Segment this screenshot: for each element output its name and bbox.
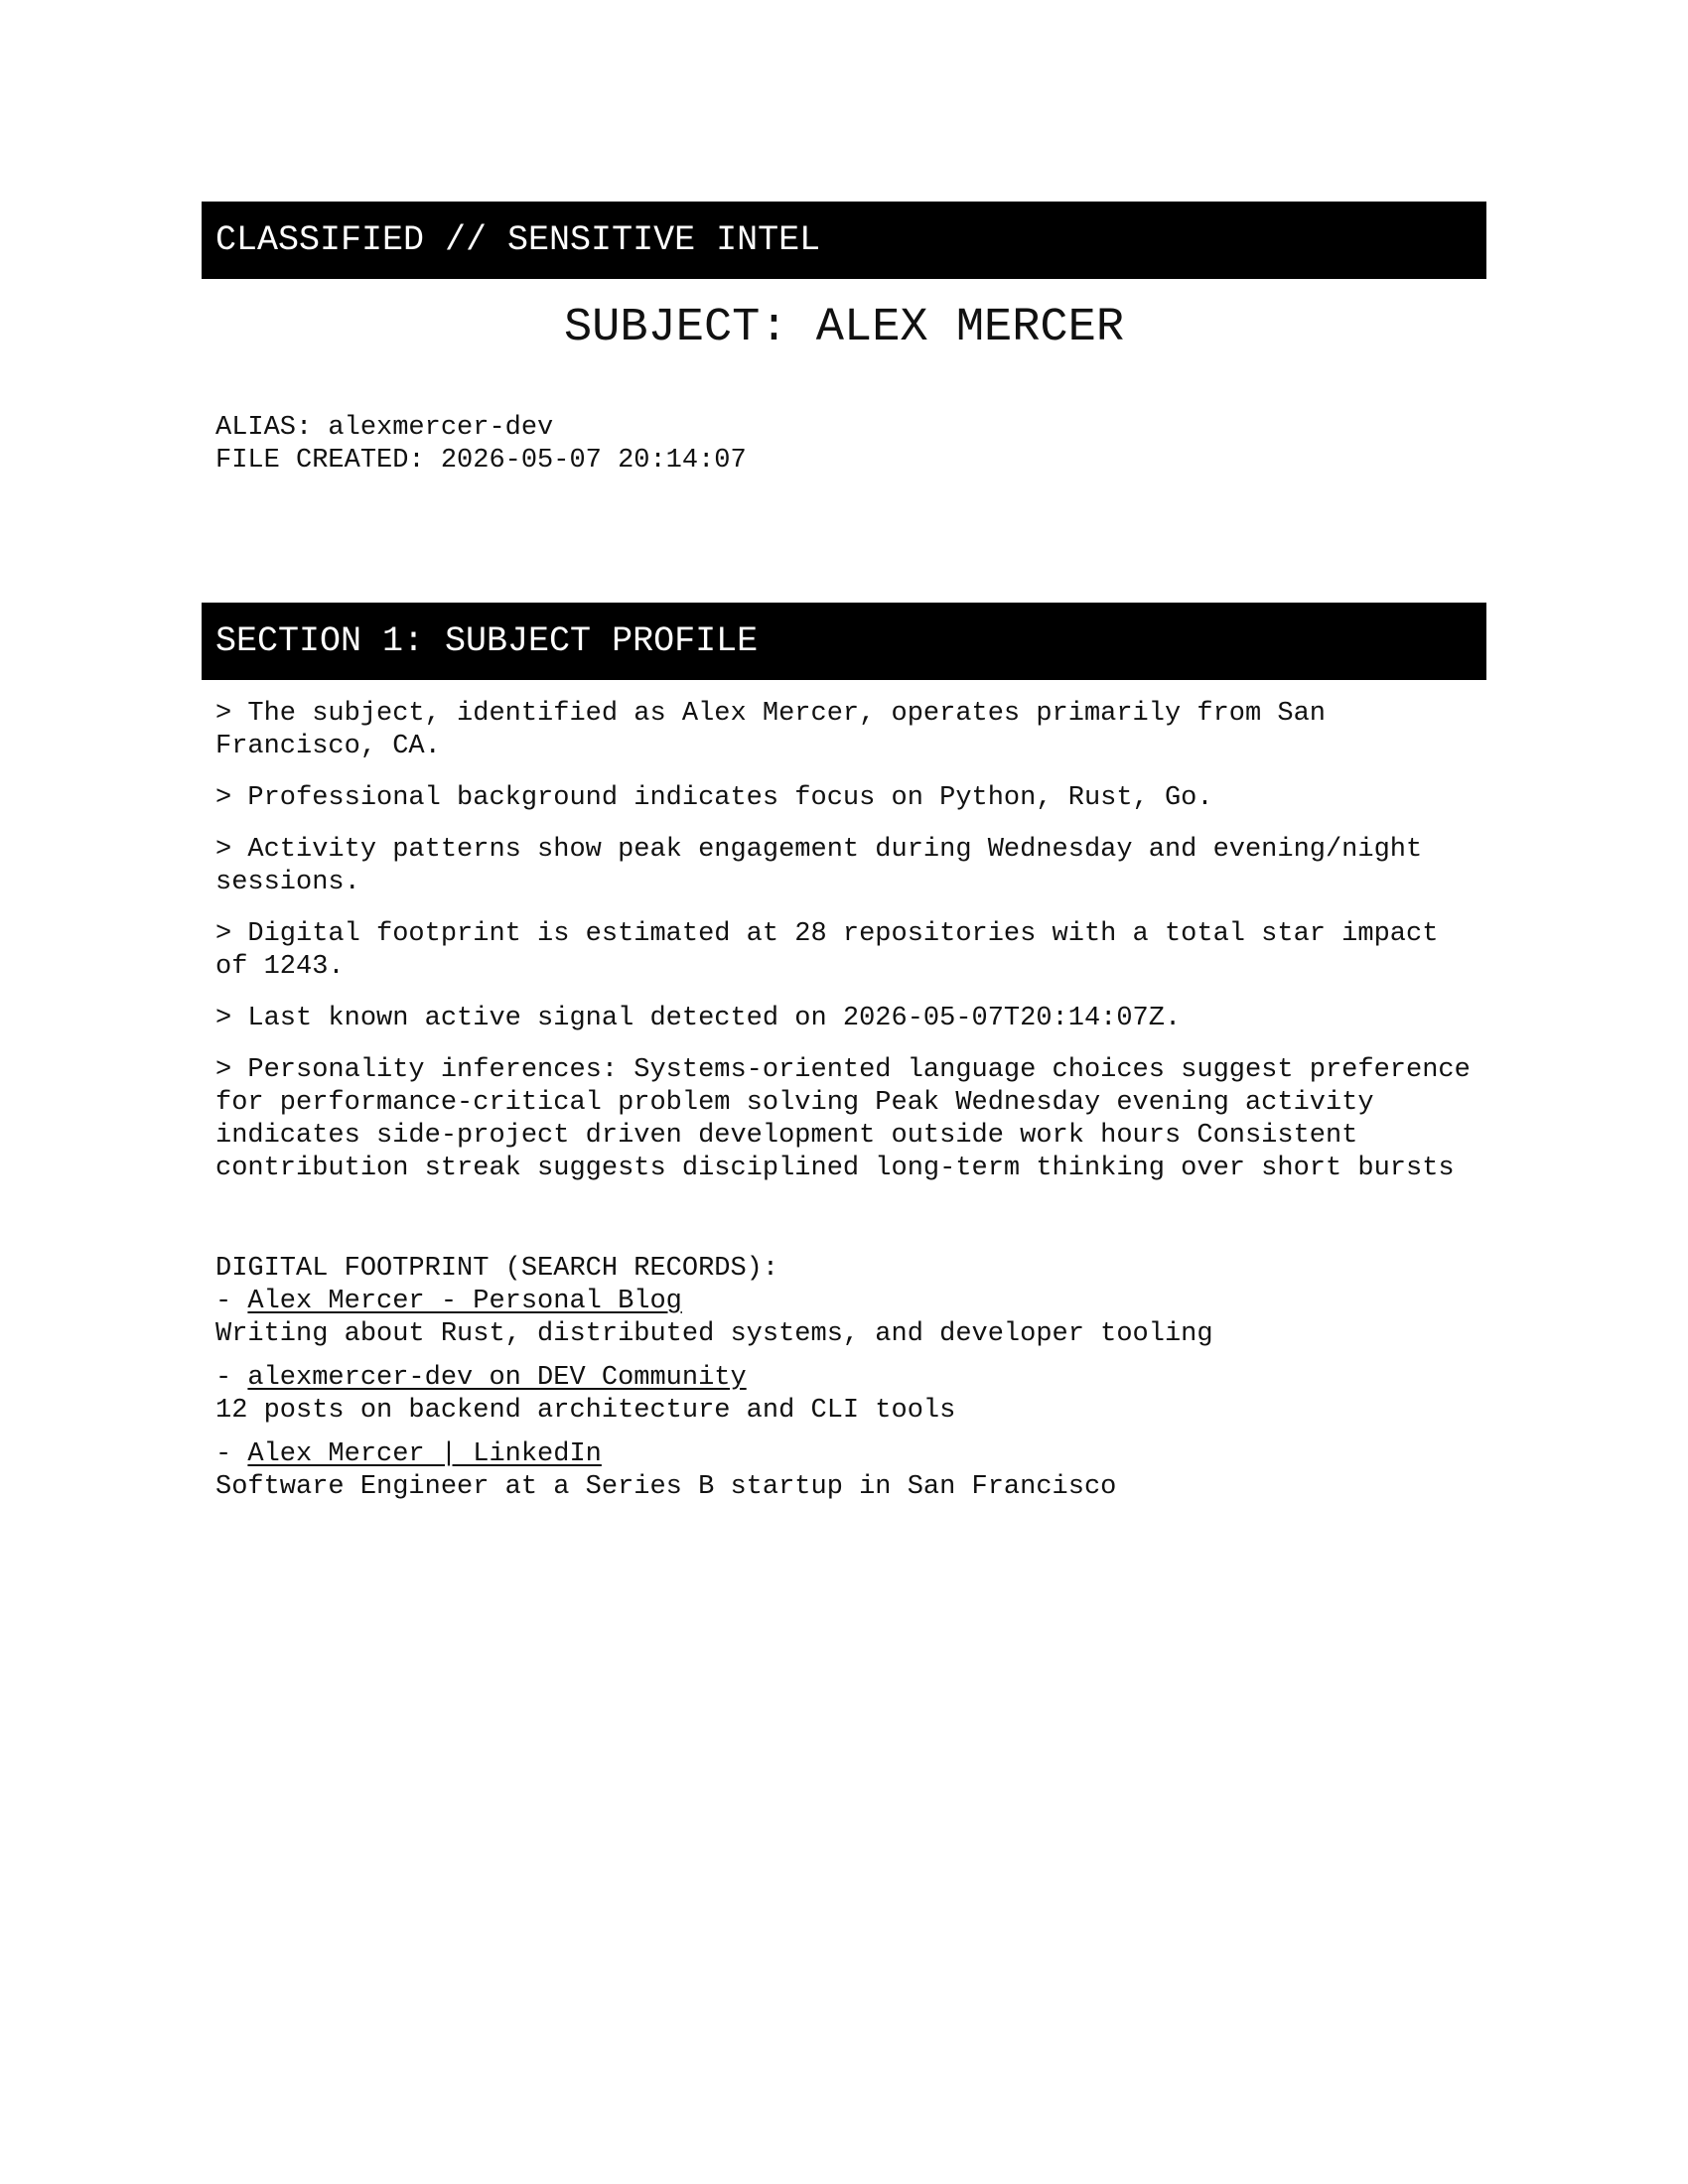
record-description: 12 posts on backend architecture and CLI tools (215, 1396, 956, 1426)
record-bullet: - (215, 1363, 248, 1393)
record-bullet: - (215, 1439, 248, 1469)
section-title: SECTION 1: SUBJECT PROFILE (215, 621, 759, 661)
record-link-linkedin[interactable]: Alex Mercer | LinkedIn (247, 1439, 602, 1469)
classification-banner (202, 202, 1486, 279)
record-bullet: - (215, 1287, 248, 1316)
record-link-dev-community[interactable]: alexmercer-dev on DEV Community (247, 1363, 747, 1393)
search-record (215, 1362, 1486, 1428)
profile-item-last-signal: > Last known active signal detected on 2026-05-07T20:14:07Z. (215, 1004, 1182, 1033)
search-record (215, 1286, 1486, 1351)
digital-footprint (202, 1253, 1486, 1504)
subject-title: SUBJECT: ALEX MERCER (563, 302, 1125, 354)
file-created-line: FILE CREATED: 2026-05-07 20:14:07 (215, 446, 747, 476)
record-description: Software Engineer at a Series B startup in San Francisco (215, 1472, 1117, 1502)
record-description: Writing about Rust, distributed systems, and developer tooling (215, 1319, 1213, 1349)
profile-item-location: > The subject, identified as Alex Mercer, operates primarily from San Francisco, CA. (215, 699, 1326, 761)
profile-item-personality: > Personality inferences: Systems-oriented language choices suggest preference for performance-critical problem solving Peak Wednesday evening activity indicates side-project driven development outside work hours Consistent contribution streak suggests disciplined long-term thinking over short bursts (215, 1055, 1471, 1183)
section-header-subject-profile (202, 603, 1486, 680)
search-record (215, 1438, 1486, 1504)
profile-item-languages: > Professional background indicates focus on Python, Rust, Go. (215, 783, 1213, 813)
dossier-page (202, 202, 1486, 1515)
alias-line: ALIAS: alexmercer-dev (215, 413, 554, 443)
profile-item-footprint: > Digital footprint is estimated at 28 repositories with a total star impact of 1243. (215, 919, 1439, 982)
file-metadata (202, 412, 1486, 478)
subject-profile-list (202, 698, 1486, 1185)
record-link-personal-blog[interactable]: Alex Mercer - Personal Blog (247, 1287, 682, 1316)
profile-item-activity: > Activity patterns show peak engagement during Wednesday and evening/night sessions. (215, 835, 1423, 897)
footprint-heading: DIGITAL FOOTPRINT (SEARCH RECORDS): (215, 1254, 779, 1284)
classification-label: CLASSIFIED // SENSITIVE INTEL (215, 220, 821, 260)
